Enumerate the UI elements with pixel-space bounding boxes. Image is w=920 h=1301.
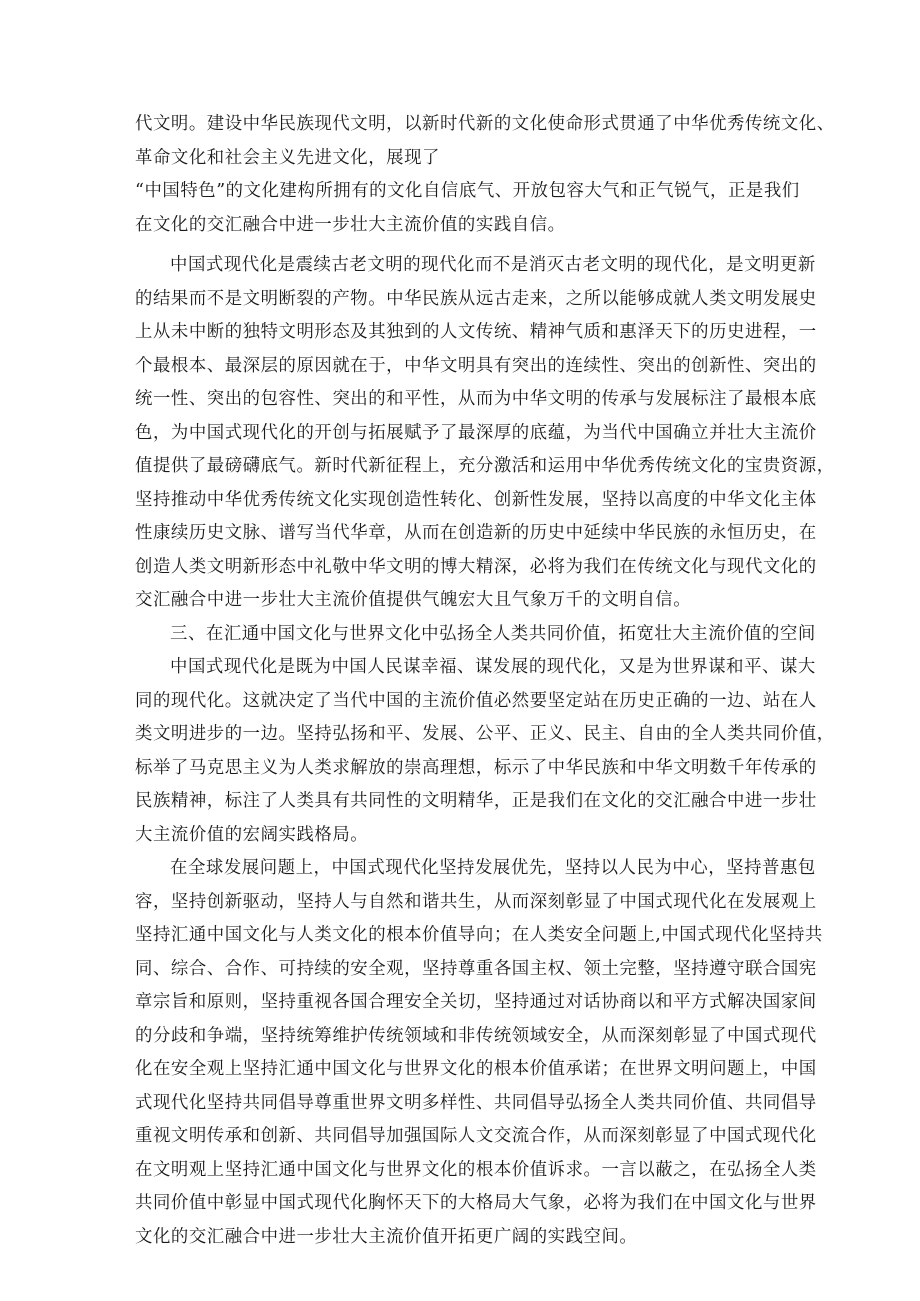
paragraph-global-issues	[135, 852, 823, 1254]
text-line: 章宗旨和原则，坚持重视各国合理安全关切，坚持通过对话协商以和平方式解决国家间	[135, 992, 817, 1012]
text-line: 化在安全观上坚持汇通中国文化与世界文化的根本价值承诺；在世界文明问题上，中国	[135, 1059, 817, 1079]
text-line: 文化的交汇融合中进一步壮大主流价值开拓更广阔的实践空间。	[135, 1226, 638, 1247]
text-line: 民族精神，标注了人类具有共同性的文明精华，正是我们在文化的交汇融合中进一步壮	[135, 791, 817, 811]
paragraph-continuation	[135, 108, 835, 242]
text-line: 中国式现代化是既为中国人民谋幸福、谋发展的现代化，又是为世界谋和平、谋大	[170, 657, 816, 677]
heading-text: 三、在汇通中国文化与世界文化中弘扬全人类共同价值，拓宽壮大主流价值的空间	[170, 623, 816, 644]
text-line: 坚持推动中华优秀传统文化实现创造性转化、创新性发展，坚持以高度的中华文化主体	[135, 489, 817, 510]
text-line: 容，坚持创新驱动，坚持人与自然和谐共生，从而深刻彰显了中国式现代化在发展观上	[135, 891, 817, 912]
text-line: 在全球发展问题上，中国式现代化坚持发展优先，坚持以人民为中心，坚持普惠包	[170, 858, 816, 878]
text-line: 坚持汇通中国文化与人类文化的根本价值导向；在人类安全问题上,中国式现代化坚持共	[135, 925, 823, 945]
paragraph-world-peace	[135, 651, 835, 852]
text-line: 个最根本、最深层的原因就在于，中华文明具有突出的连续性、突出的创新性、突出的	[135, 355, 817, 376]
text-line: 在文明观上坚持汇通中国文化与世界文化的根本价值诉求。一言以蔽之，在弘扬全人类	[135, 1159, 817, 1180]
text-line: “中国特色”的文化建构所拥有的文化自信底气、开放包容大气和正气锐气，正是我们	[135, 181, 800, 201]
text-line: 交汇融合中进一步壮大主流价值提供气魄宏大且气象万千的文明自信。	[135, 590, 692, 610]
text-line: 统一性、突出的包容性、突出的和平性，从而为中华文明的传承与发展标注了最根本底	[135, 389, 817, 409]
text-line: 色，为中国式现代化的开创与拓展赋予了最深厚的底蕴，为当代中国确立并壮大主流价	[135, 422, 817, 443]
text-line: 同的现代化。这就决定了当代中国的主流价值必然要坚定站在历史正确的一边、站在人	[135, 690, 817, 711]
section-heading	[135, 618, 816, 652]
text-line: 在文化的交汇融合中进一步壮大主流价值的实践自信。	[135, 214, 566, 235]
text-line: 标举了马克思主义为人类求解放的崇高理想，标示了中华民族和中华文明数千年传承的	[135, 757, 817, 778]
text-line: 上从未中断的独特文明形态及其独到的人文传统、精神气质和惠泽天下的历史进程，一	[135, 322, 817, 342]
text-line: 类文明进步的一边。坚持弘扬和平、发展、公平、正义、民主、自由的全人类共同价值，	[135, 724, 835, 744]
text-line: 创造人类文明新形态中礼敬中华文明的博大精深，必将为我们在传统文化与现代文化的	[135, 556, 817, 577]
text-line: 性康续历史文脉、谱写当代华章，从而在创造新的历史中延续中华民族的永恒历史，在	[135, 523, 817, 543]
text-line: 共同价值中彰显中国式现代化胸怀天下的大格局大气象，必将为我们在中国文化与世界	[135, 1193, 817, 1213]
text-line: 同、综合、合作、可持续的安全观，坚持尊重各国主权、领土完整，坚持遵守联合国宪	[135, 958, 817, 979]
text-line: 代文明。建设中华民族现代文明，以新时代新的文化使命形式贯通了中华优秀传统文化、	[135, 114, 835, 134]
text-line: 革命文化和社会主义先进文化，展现了	[135, 147, 440, 168]
paragraph-civilization	[135, 249, 835, 618]
text-line: 式现代化坚持共同倡导尊重世界文明多样性、共同倡导弘扬全人类共同价值、共同倡导	[135, 1092, 817, 1113]
document-page	[135, 108, 835, 1254]
text-line: 值提供了最磅礴底气。新时代新征程上，充分激活和运用中华优秀传统文化的宝贵资源，	[135, 456, 835, 476]
text-line: 的结果而不是文明断裂的产物。中华民族从远古走来，之所以能够成就人类文明发展史	[135, 288, 817, 309]
text-line: 大主流价值的宏阔实践格局。	[135, 824, 369, 845]
text-line: 重视文明传承和创新、共同倡导加强国际人文交流合作，从而深刻彰显了中国式现代化	[135, 1126, 817, 1146]
text-line: 的分歧和争端，坚持统筹维护传统领域和非传统领域安全，从而深刻彰显了中国式现代	[135, 1025, 817, 1046]
text-line: 中国式现代化是震续古老文明的现代化而不是消灭古老文明的现代化，是文明更新	[170, 255, 816, 275]
